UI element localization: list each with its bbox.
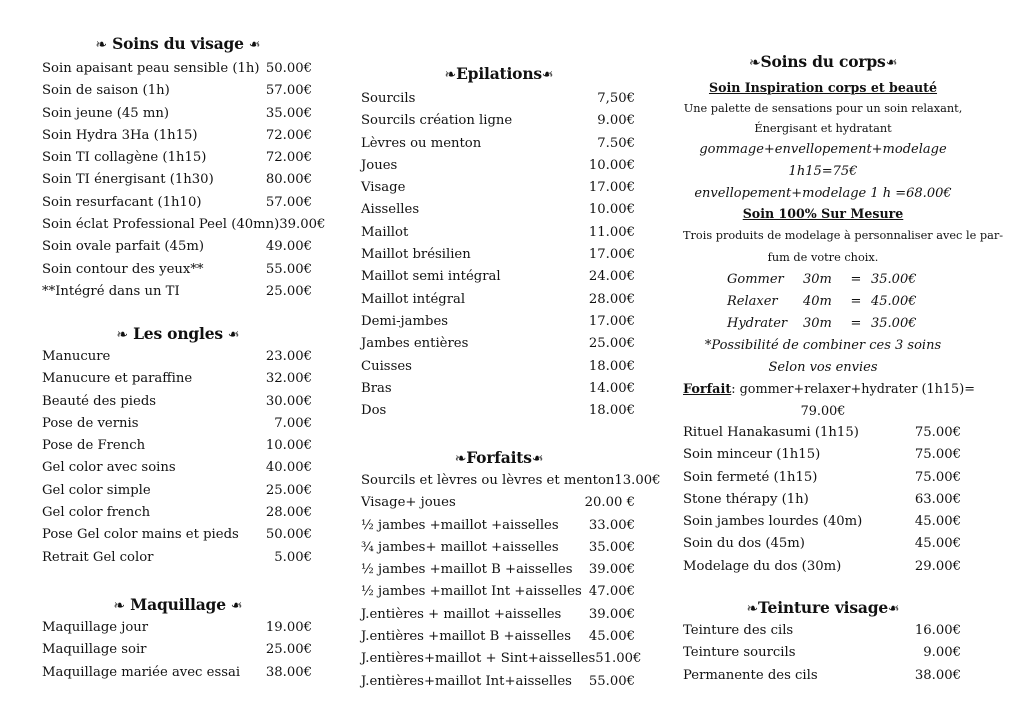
soin-sur-mesure-title: Soin 100% Sur Mesure xyxy=(742,206,904,221)
price-row xyxy=(683,422,963,444)
service-name: Soin Hydra 3Ha (1h15) xyxy=(42,127,198,143)
section-title-forfaits: ❧Forfaits❧ xyxy=(454,448,544,467)
price-row xyxy=(361,311,637,333)
price-row xyxy=(42,192,314,214)
option-name: Hydrater xyxy=(727,316,788,331)
service-name: Demi-jambes xyxy=(361,313,449,329)
service-name: Cuisses xyxy=(361,358,412,374)
service-name: Visage+ joues xyxy=(361,495,456,511)
ornament-icon: ❧ xyxy=(746,601,758,617)
service-name: Pose de vernis xyxy=(42,415,139,431)
service-name: Pose de French xyxy=(42,438,146,454)
price-row xyxy=(42,617,314,639)
inspiration-line-1: gommage+envellopement+modelage xyxy=(699,142,947,157)
service-price: 38.00€ xyxy=(265,664,312,680)
price-row xyxy=(361,492,637,514)
service-name: Joues xyxy=(361,157,398,173)
service-price: 32.00€ xyxy=(265,371,312,387)
price-row xyxy=(683,642,963,664)
service-name: Dos xyxy=(361,403,387,419)
maquillage-list xyxy=(42,617,314,684)
service-price: 57.00€ xyxy=(265,194,312,210)
price-row xyxy=(361,671,637,693)
service-price: 17.00€ xyxy=(588,313,635,329)
ornament-icon: ❧ xyxy=(228,327,240,343)
service-price: 7.00€ xyxy=(274,415,312,431)
service-price: 20.00 € xyxy=(584,495,635,511)
price-row xyxy=(42,524,314,546)
section-title-teinture: ❧Teinture visage❧ xyxy=(746,598,900,617)
price-row xyxy=(683,620,963,642)
service-name: Maquillage mariée avec essai xyxy=(42,664,241,680)
price-row xyxy=(42,480,314,502)
service-price: 80.00€ xyxy=(265,172,312,188)
ongles-list xyxy=(42,346,314,569)
service-price: 18.00€ xyxy=(588,403,635,419)
price-row xyxy=(42,103,314,125)
service-price: 28.00€ xyxy=(588,291,635,307)
service-name: Maillot semi intégral xyxy=(361,269,501,285)
service-price: 45.00€ xyxy=(914,514,961,530)
service-price: 7.50€ xyxy=(597,135,635,151)
price-row xyxy=(42,457,314,479)
service-name: Manucure xyxy=(42,349,111,364)
service-price: 9.00€ xyxy=(923,645,961,661)
service-price: 75.00€ xyxy=(914,425,961,440)
service-name: Soin resurfacant (1h10) xyxy=(42,194,202,210)
service-name: Beauté des pieds xyxy=(42,393,157,409)
service-name: ½ jambes +maillot +aisselles xyxy=(361,517,559,533)
price-row xyxy=(42,281,314,303)
service-price: 39.00€ xyxy=(588,606,635,622)
sur-mesure-forfait xyxy=(683,379,975,401)
ornament-icon: ❧ xyxy=(95,37,107,53)
service-name: Sourcils xyxy=(361,91,416,106)
price-row xyxy=(42,236,314,258)
service-price: 9.00€ xyxy=(597,113,635,129)
service-price: 24.00€ xyxy=(588,269,635,285)
service-price: 16.00€ xyxy=(914,623,961,638)
service-name: Gel color avec soins xyxy=(42,460,176,476)
service-price: 23.00€ xyxy=(265,349,312,364)
price-row xyxy=(42,368,314,390)
service-name: Sourcils et lèvres ou lèvres et menton xyxy=(361,473,615,488)
service-price: 18.00€ xyxy=(588,358,635,374)
ornament-icon: ❧ xyxy=(541,67,554,83)
price-row xyxy=(683,533,963,555)
service-price: 35.00€ xyxy=(265,105,312,121)
price-row xyxy=(683,467,963,489)
service-name: Stone thérapy (1h) xyxy=(683,491,809,507)
epilations-list xyxy=(361,88,637,422)
service-name: Pose Gel color mains et pieds xyxy=(42,527,239,543)
sur-mesure-options xyxy=(683,269,963,335)
sur-mesure-note-1: *Possibilité de combiner ces 3 soins xyxy=(704,338,942,353)
sur-mesure-desc-2: fum de votre choix. xyxy=(767,251,879,264)
price-row xyxy=(361,266,637,288)
service-price: 38.00€ xyxy=(914,667,961,683)
option-duration: 40m xyxy=(803,294,832,309)
service-price: 25.00€ xyxy=(265,283,312,299)
ornament-icon: ❧ xyxy=(116,327,128,343)
service-name: Soin TI énergisant (1h30) xyxy=(42,172,214,188)
soin-sur-mesure-block xyxy=(683,203,1004,423)
service-name: Maquillage soir xyxy=(42,642,147,658)
service-price: 28.00€ xyxy=(265,505,312,521)
option-name: Gommer xyxy=(727,272,784,287)
inspiration-desc-2: Énergisant et hydratant xyxy=(754,122,892,135)
section-title-maquillage: ❧ Maquillage ❧ xyxy=(113,595,243,614)
section-title-visage: ❧ Soins du visage ❧ xyxy=(95,34,261,53)
section-title-epilations: ❧Epilations❧ xyxy=(444,64,554,83)
corps-list xyxy=(683,422,963,578)
price-row xyxy=(361,626,637,648)
ornament-icon: ❧ xyxy=(113,598,125,614)
service-name: Gel color french xyxy=(42,505,151,521)
service-price: 10.00€ xyxy=(588,202,635,218)
service-name: Rituel Hanakasumi (1h15) xyxy=(683,425,859,440)
price-row xyxy=(361,199,637,221)
service-price: 10.00€ xyxy=(265,438,312,454)
service-name: Soin éclat Professional Peel (40mn) xyxy=(42,217,280,233)
service-price: 13.00€ xyxy=(614,473,661,488)
price-row xyxy=(42,58,314,80)
option-name: Relaxer xyxy=(727,294,778,309)
service-name: Soin apaisant peau sensible (1h) xyxy=(42,61,260,76)
service-name: Maillot brésilien xyxy=(361,247,471,263)
price-row xyxy=(42,413,314,435)
ornament-icon: ❧ xyxy=(748,55,761,71)
service-name: Teinture des cils xyxy=(683,623,794,638)
ornament-icon: ❧ xyxy=(531,451,544,467)
service-name: Manucure et paraffine xyxy=(42,371,193,387)
service-name: J.entières+maillot + Sint+aisselles xyxy=(361,651,596,667)
option-duration: 30m xyxy=(803,272,832,287)
price-row xyxy=(683,489,963,511)
service-price: 29.00€ xyxy=(914,558,961,574)
service-price: 7,50€ xyxy=(597,91,635,106)
price-row xyxy=(361,222,637,244)
price-row xyxy=(361,537,637,559)
soin-inspiration-title: Soin Inspiration corps et beauté xyxy=(708,80,938,95)
price-row xyxy=(42,259,314,281)
service-name: Soin de saison (1h) xyxy=(42,83,170,99)
service-name: ½ jambes +maillot B +aisselles xyxy=(361,562,573,578)
service-name: Maquillage jour xyxy=(42,620,149,635)
price-row xyxy=(361,356,637,378)
ornament-icon: ❧ xyxy=(888,601,900,617)
price-row xyxy=(361,559,637,581)
price-row xyxy=(361,289,637,311)
service-name: ¾ jambes+ maillot +aisselles xyxy=(361,539,559,555)
price-row xyxy=(361,110,637,132)
service-price: 57.00€ xyxy=(265,83,312,99)
service-name: J.entières +maillot B +aisselles xyxy=(361,629,572,645)
price-row xyxy=(683,556,963,578)
forfaits-list xyxy=(361,470,661,693)
forfait-label: Forfait xyxy=(683,382,732,397)
service-price: 50.00€ xyxy=(265,61,312,76)
ornament-icon: ❧ xyxy=(444,67,457,83)
price-row xyxy=(361,133,637,155)
service-name: Modelage du dos (30m) xyxy=(683,558,842,574)
service-name: ½ jambes +maillot Int +aisselles xyxy=(361,584,582,600)
service-price: 10.00€ xyxy=(588,157,635,173)
service-name: Bras xyxy=(361,380,392,396)
price-row xyxy=(361,378,637,400)
service-price: 55.00€ xyxy=(265,261,312,277)
service-price: 47.00€ xyxy=(588,584,635,600)
service-price: 45.00€ xyxy=(914,536,961,552)
service-price: 75.00€ xyxy=(914,447,961,463)
service-name: Permanente des cils xyxy=(683,667,818,683)
price-row xyxy=(42,502,314,524)
price-row xyxy=(42,639,314,661)
price-row xyxy=(42,547,314,569)
sur-mesure-desc-1: Trois produits de modelage à personnaliser avec le par- xyxy=(683,229,1004,242)
service-name: Soin fermeté (1h15) xyxy=(683,469,818,485)
option-price: 45.00€ xyxy=(871,294,917,309)
service-price: 50.00€ xyxy=(265,527,312,543)
service-name: Aisselles xyxy=(361,202,420,218)
price-row xyxy=(361,515,637,537)
price-row xyxy=(361,155,637,177)
service-name: Soin TI collagène (1h15) xyxy=(42,150,207,166)
service-price: 45.00€ xyxy=(588,629,635,645)
service-name: Soin jambes lourdes (40m) xyxy=(683,514,863,530)
price-row xyxy=(361,333,637,355)
section-title-corps: ❧Soins du corps❧ xyxy=(748,52,898,71)
option-duration: 30m xyxy=(803,316,832,331)
soin-inspiration-block xyxy=(683,77,963,205)
option-price: 35.00€ xyxy=(871,316,917,331)
price-row xyxy=(42,147,314,169)
inspiration-line-3: envellopement+modelage 1 h =68.00€ xyxy=(694,186,952,201)
visage-list xyxy=(42,58,326,303)
service-name: **Intégré dans un TI xyxy=(42,283,180,299)
price-row xyxy=(361,177,637,199)
section-title-ongles: ❧ Les ongles ❧ xyxy=(116,324,240,343)
service-price: 39.00€ xyxy=(279,217,326,233)
service-price: 35.00€ xyxy=(588,539,635,555)
price-row xyxy=(683,511,963,533)
sur-mesure-option xyxy=(683,269,963,291)
service-price: 5.00€ xyxy=(274,549,312,565)
service-name: Soin ovale parfait (45m) xyxy=(42,239,204,255)
price-row xyxy=(42,435,314,457)
price-row xyxy=(42,80,314,102)
service-price: 55.00€ xyxy=(588,673,635,689)
teinture-list xyxy=(683,620,963,687)
price-row xyxy=(42,169,314,191)
sur-mesure-note-2: Selon vos envies xyxy=(768,360,878,375)
service-price: 17.00€ xyxy=(588,247,635,263)
service-name: J.entières + maillot +aisselles xyxy=(361,606,562,622)
service-name: Soin jeune (45 mn) xyxy=(42,105,170,121)
service-name: Soin contour des yeux** xyxy=(42,261,204,277)
service-name: Teinture sourcils xyxy=(683,645,796,661)
service-price: 19.00€ xyxy=(265,620,312,635)
price-row xyxy=(42,346,314,368)
service-price: 72.00€ xyxy=(265,127,312,143)
inspiration-line-2: 1h15=75€ xyxy=(788,164,858,179)
ornament-icon: ❧ xyxy=(249,37,261,53)
service-name: Lèvres ou menton xyxy=(361,135,482,151)
service-name: Maillot intégral xyxy=(361,291,466,307)
price-row xyxy=(42,662,314,684)
service-name: Maillot xyxy=(361,224,409,240)
ornament-icon: ❧ xyxy=(454,451,467,467)
service-price: 63.00€ xyxy=(914,491,961,507)
price-row xyxy=(361,604,637,626)
price-row xyxy=(361,88,637,110)
price-row xyxy=(361,470,661,492)
service-price: 39.00€ xyxy=(588,562,635,578)
service-price: 25.00€ xyxy=(265,482,312,498)
price-row xyxy=(361,400,637,422)
service-name: Retrait Gel color xyxy=(42,549,154,565)
option-price: 35.00€ xyxy=(871,272,917,287)
inspiration-desc-1: Une palette de sensations pour un soin relaxant, xyxy=(683,102,963,115)
service-price: 33.00€ xyxy=(588,517,635,533)
service-name: Soin minceur (1h15) xyxy=(683,447,821,463)
price-row xyxy=(361,581,637,603)
sur-mesure-option xyxy=(683,291,963,313)
service-name: Jambes entières xyxy=(361,336,469,352)
sur-mesure-option xyxy=(683,313,963,335)
service-name: Visage xyxy=(361,180,406,196)
service-price: 14.00€ xyxy=(588,380,635,396)
forfait-text: : gommer+relaxer+hydrater (1h15)= xyxy=(731,382,975,397)
service-name: Gel color simple xyxy=(42,482,151,498)
service-price: 30.00€ xyxy=(265,393,312,409)
forfait-price: 79.00€ xyxy=(800,404,846,419)
price-row xyxy=(42,214,326,236)
service-name: J.entières+maillot Int+aisselles xyxy=(361,673,572,689)
service-price: 49.00€ xyxy=(265,239,312,255)
price-row xyxy=(42,125,314,147)
price-row xyxy=(683,665,963,687)
service-price: 25.00€ xyxy=(265,642,312,658)
option-eq: = xyxy=(850,272,862,287)
ornament-icon: ❧ xyxy=(885,55,898,71)
price-row xyxy=(361,244,637,266)
price-row xyxy=(361,648,642,670)
service-name: Soin du dos (45m) xyxy=(683,536,805,552)
option-eq: = xyxy=(850,316,862,331)
service-price: 11.00€ xyxy=(588,224,635,240)
ornament-icon: ❧ xyxy=(231,598,243,614)
service-price: 17.00€ xyxy=(588,180,635,196)
service-price: 51.00€ xyxy=(595,651,642,667)
service-price: 40.00€ xyxy=(265,460,312,476)
option-eq: = xyxy=(850,294,862,309)
service-name: Sourcils création ligne xyxy=(361,113,513,129)
service-price: 25.00€ xyxy=(588,336,635,352)
service-price: 75.00€ xyxy=(914,469,961,485)
price-row xyxy=(683,444,963,466)
service-price: 72.00€ xyxy=(265,150,312,166)
price-row xyxy=(42,391,314,413)
